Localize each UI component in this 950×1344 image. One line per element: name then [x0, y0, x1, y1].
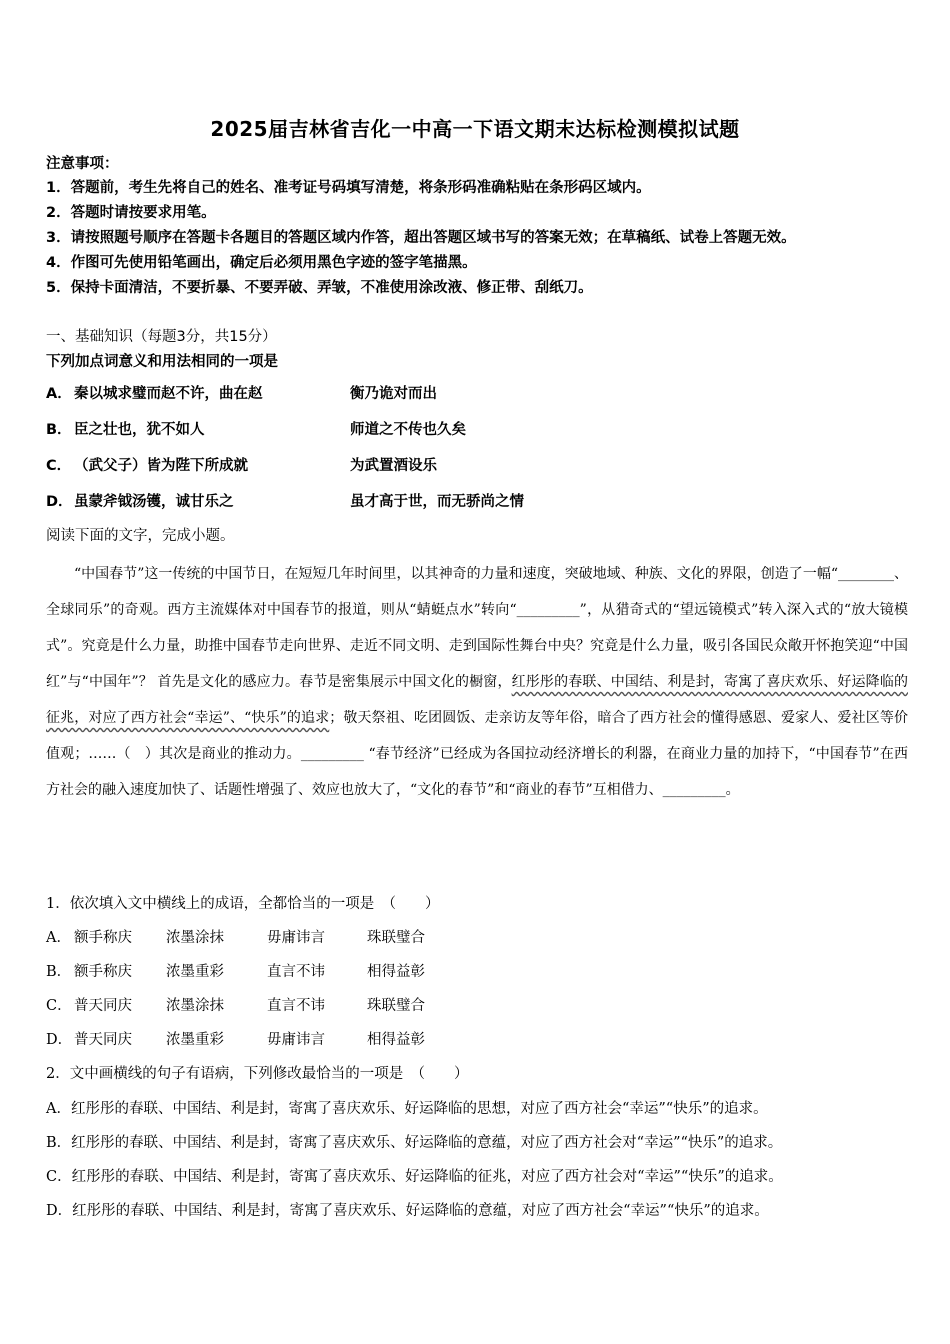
option-letter: B．: [46, 964, 72, 980]
option-letter: C．: [46, 458, 72, 474]
option-left-sentence: （武父子）皆为陛下所成就: [74, 458, 248, 474]
passage-text: “中国春节”这一传统的中国节日，在短短几年时间里，以其神奇的力量和速度，突破地域、种族、文化的界限，创造了一幅“________、全球同乐”的奇观。西方主流媒体对中国春节的报道，则从“蜻蜓点水”转向“_________”，从猎奇式的“望远镜模式”转入深入式的“放大镜模式”。究竟是什么力量，助推中国春节走向世界、走近不同文明、走到国际性舞台中央？究竟是什么力量，吸引各国民众敞开怀抱笑迎“中国红”与“中国年”？ 首先是文化的感应力。春节是密集展示中国文化的橱窗，: [46, 566, 908, 690]
option-b: [46, 416, 926, 452]
subquestion-1-stem: 1．依次填入文中横线上的成语，全都恰当的一项是 （ ）: [46, 896, 440, 912]
reading-passage: [46, 556, 908, 808]
subquestion-2-option-b: B．红彤彤的春联、中国结、利是封，寄寓了喜庆欢乐、好运降临的意蕴，对应了西方社会对“幸运”“快乐”的追求。: [46, 1135, 783, 1151]
option-right-sentence: 为武置酒设乐: [350, 458, 437, 474]
option-idiom: 相得益彰: [367, 964, 425, 980]
question-stem: 下列加点词意义和用法相同的一项是: [46, 354, 278, 370]
subquestion-1-option-c: [46, 994, 926, 1018]
question-options: [46, 380, 926, 524]
option-idiom: 浓墨重彩: [166, 1032, 224, 1048]
option-idiom: 普天同庆: [74, 998, 132, 1014]
notice-item: 2．答题时请按要求用笔。: [46, 205, 216, 221]
option-letter: A．: [46, 386, 72, 402]
notice-item: 3．请按照题号顺序在答题卡各题目的答题区域内作答，超出答题区域书写的答案无效；在草稿纸、试卷上答题无效。: [46, 230, 796, 246]
option-idiom: 浓墨涂抹: [166, 930, 224, 946]
option-letter: D．: [46, 1032, 73, 1048]
option-idiom: 直言不讳: [267, 998, 325, 1014]
notice-item: 1．答题前，考生先将自己的姓名、准考证号码填写清楚，将条形码准确粘贴在条形码区域内。: [46, 180, 651, 196]
option-idiom: 毋庸讳言: [267, 930, 325, 946]
subquestion-2-stem: 2．文中画横线的句子有语病，下列修改最恰当的一项是 （ ）: [46, 1066, 469, 1082]
notice-item: 4．作图可先使用铅笔画出，确定后必须用黑色字迹的签字笔描黑。: [46, 255, 477, 271]
page-title: 2025届吉林省吉化一中高一下语文期末达标检测模拟试题: [210, 117, 740, 141]
option-idiom: 浓墨重彩: [166, 964, 224, 980]
option-letter: A．: [46, 930, 71, 946]
option-letter: D．: [46, 494, 73, 510]
section-heading: 一、基础知识（每题3分，共15分）: [46, 329, 277, 345]
subquestion-2-option-a: A．红彤彤的春联、中国结、利是封，寄寓了喜庆欢乐、好运降临的思想，对应了西方社会“幸运”“快乐”的追求。: [46, 1101, 768, 1117]
option-idiom: 直言不讳: [267, 964, 325, 980]
subquestion-1-option-d: [46, 1028, 926, 1052]
option-left-sentence: 虽蒙斧钺汤镬，诚甘乐之: [74, 494, 234, 510]
option-idiom: 普天同庆: [74, 1032, 132, 1048]
option-c: [46, 452, 926, 488]
option-idiom: 珠联璧合: [367, 998, 425, 1014]
option-right-sentence: 衡乃诡对而出: [350, 386, 437, 402]
option-letter: C．: [46, 998, 72, 1014]
option-d: [46, 488, 926, 524]
subquestion-2-option-d: D．红彤彤的春联、中国结、利是封，寄寓了喜庆欢乐、好运降临的意蕴，对应了西方社会“幸运”“快乐”的追求。: [46, 1203, 769, 1219]
option-right-sentence: 师道之不传也久矣: [350, 422, 466, 438]
option-idiom: 相得益彰: [367, 1032, 425, 1048]
subquestion-2-option-c: C．红彤彤的春联、中国结、利是封，寄寓了喜庆欢乐、好运降临的征兆，对应了西方社会对“幸运”“快乐”的追求。: [46, 1169, 783, 1185]
option-idiom: 额手称庆: [74, 964, 132, 980]
notice-heading: 注意事项：: [46, 156, 119, 172]
underlined-sentence: 红彤彤的春联、中国结、利是封，寄寓了喜庆欢乐、好运降临的征兆，对应了西方社会“幸运”、“快乐”的追求: [46, 674, 908, 726]
passage-paragraph: [46, 556, 908, 808]
reading-intro: 阅读下面的文字，完成小题。: [46, 528, 235, 544]
notice-list: [46, 176, 926, 301]
option-idiom: 额手称庆: [74, 930, 132, 946]
subquestion-1-option-b: [46, 960, 926, 984]
option-left-sentence: 臣之壮也，犹不如人: [74, 422, 205, 438]
option-letter: B．: [46, 422, 72, 438]
option-idiom: 珠联璧合: [367, 930, 425, 946]
subquestion-1-option-a: [46, 926, 926, 950]
option-idiom: 浓墨涂抹: [166, 998, 224, 1014]
notice-item: 5．保持卡面清洁，不要折暴、不要弄破、弄皱，不准使用涂改液、修正带、刮纸刀。: [46, 280, 593, 296]
passage-text: ；敬天祭祖、吃团圆饭、走亲访友等年俗，暗合了西方社会的懂得感恩、爱家人、爱社区等价值观；……（ ）其次是商业的推动力。_________ “春节经济”已经成为各国拉动经济增长的利器，在商业力量的加持下，“中国春节”在西方社会的融入速度加快了、话题性增强了、效应也放大了，“文化的春节”和“商业的春节”互相借力、_________。: [46, 710, 908, 798]
option-right-sentence: 虽才高于世，而无骄尚之情: [350, 494, 524, 510]
option-left-sentence: 秦以城求璧而赵不许，曲在赵: [74, 386, 263, 402]
option-idiom: 毋庸讳言: [267, 1032, 325, 1048]
option-a: [46, 380, 926, 416]
